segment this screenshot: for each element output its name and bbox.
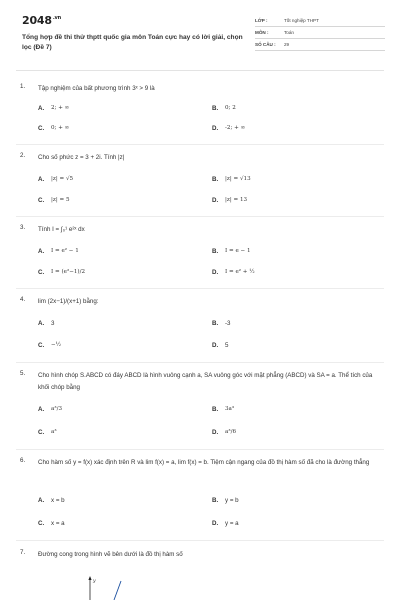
question-text: Tính I = ∫₀¹ e²ˣ dx (38, 226, 85, 233)
meta-key: LỚP : (255, 18, 268, 23)
question-text: lim (2x−1)/(x+1) bằng: (38, 298, 99, 305)
question-divider (16, 540, 384, 541)
meta-row-grade (255, 18, 385, 30)
option-letter: C. (38, 520, 45, 527)
option-letter: D. (212, 520, 219, 527)
option-text: 5 (225, 342, 229, 349)
question-number: 1. (20, 83, 26, 90)
header-divider (16, 70, 384, 71)
option-text: I = e² + ½ (225, 269, 255, 275)
option-text: |z| = √5 (51, 176, 74, 182)
option-letter: B. (212, 105, 219, 112)
question-divider (16, 362, 384, 363)
function-graph (80, 575, 140, 600)
document-meta (255, 18, 385, 54)
question-number: 7. (20, 549, 26, 556)
option-text: 0; + ∞ (51, 125, 70, 131)
meta-underline (255, 50, 385, 51)
option-text: x = b (51, 497, 65, 504)
option-text: |z| = √13 (225, 176, 251, 182)
option-letter: B. (212, 248, 219, 255)
option-letter: C. (38, 125, 45, 132)
option-text: |z| = 5 (51, 197, 70, 203)
option-text: a³/3 (51, 406, 63, 412)
option-text: 0; 2 (225, 105, 236, 111)
question-text: Cho số phức z = 3 + 2i. Tính |z| (38, 154, 125, 161)
option-letter: D. (212, 125, 219, 132)
option-letter: A. (38, 320, 45, 327)
option-letter: C. (38, 269, 45, 276)
option-letter: C. (38, 342, 45, 349)
option-text: a³ (51, 429, 57, 435)
option-letter: D. (212, 342, 219, 349)
option-text: -3 (225, 320, 231, 327)
question-divider (16, 288, 384, 289)
option-letter: A. (38, 248, 45, 255)
document-title: Tổng hợp đề thi thử thptt quốc gia môn Toán cực hay có lời giải, chọn lọc (Đề 7) (22, 34, 243, 51)
option-letter: D. (212, 269, 219, 276)
option-text: −½ (51, 342, 62, 348)
question-divider (16, 216, 384, 217)
option-letter: C. (38, 429, 45, 436)
option-letter: B. (212, 497, 219, 504)
option-letter: C. (38, 197, 45, 204)
meta-row-subject (255, 30, 385, 42)
option-letter: A. (38, 406, 45, 413)
option-text: I = e − 1 (225, 248, 251, 254)
option-letter: D. (212, 429, 219, 436)
question-number: 2. (20, 152, 26, 159)
document-header (22, 14, 382, 64)
question-divider (16, 449, 384, 450)
option-text: y = b (225, 497, 239, 504)
y-axis-arrow-icon (88, 576, 91, 580)
option-letter: A. (38, 497, 45, 504)
meta-row-count (255, 42, 385, 54)
option-letter: D. (212, 197, 219, 204)
question-number: 6. (20, 457, 26, 464)
meta-value: 29 (284, 42, 290, 47)
question-text: Cho hàm số y = f(x) xác định trên R và lim f(x) = a, lim f(x) = b. Tiệm cận ngang của đồ thị hàm số đã cho là đường thẳng (38, 459, 370, 466)
meta-key: SỐ CÂU : (255, 42, 276, 47)
meta-underline (255, 26, 385, 27)
option-letter: A. (38, 176, 45, 183)
graph-curve (114, 581, 121, 600)
option-text: y = a (225, 520, 239, 527)
question-number: 4. (20, 296, 26, 303)
option-text: 3 (51, 320, 55, 327)
option-text: |z| = 13 (225, 197, 248, 203)
option-letter: B. (212, 406, 219, 413)
meta-underline (255, 38, 385, 39)
option-letter: B. (212, 320, 219, 327)
question-divider (16, 144, 384, 145)
option-text: x = a (51, 520, 65, 527)
question-number: 3. (20, 224, 26, 231)
y-axis-label: y (93, 579, 96, 584)
option-text: a³/6 (225, 429, 237, 435)
option-text: I = e² − 1 (51, 248, 79, 254)
question-text: Cho hình chóp S.ABCD có đáy ABCD là hình vuông cạnh a, SA vuông góc với mặt phẳng (ABCD) và SA = a. Thể tích của khối chóp bằng (38, 372, 373, 391)
question-text: Đường cong trong hình vẽ bên dưới là đồ thị hàm số (38, 551, 183, 558)
site-logo[interactable] (22, 14, 61, 27)
option-letter: A. (38, 105, 45, 112)
option-text: 2; + ∞ (51, 105, 70, 111)
meta-value: Tốt nghiệp THPT (284, 18, 319, 23)
question-number: 5. (20, 370, 26, 377)
meta-key: MÔN : (255, 30, 269, 35)
option-text: 3a³ (225, 406, 235, 412)
option-text: I = (e²−1)/2 (51, 269, 86, 275)
option-letter: B. (212, 176, 219, 183)
logo-suffix: .vn (52, 15, 61, 22)
logo-text: 2048 (22, 14, 52, 27)
meta-value: Toán (284, 30, 294, 35)
option-text: -2; + ∞ (225, 125, 246, 131)
question-text: Tập nghiệm của bất phương trình 3ˣ > 9 là (38, 85, 155, 92)
